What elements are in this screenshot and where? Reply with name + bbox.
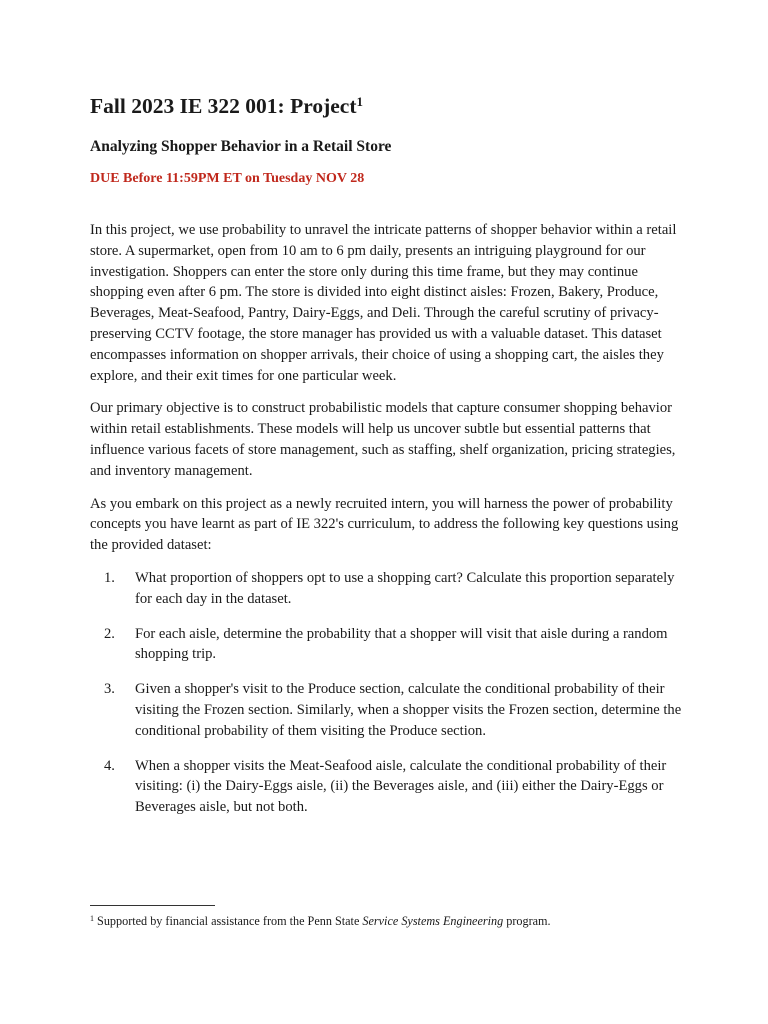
footnote-mark: 1 <box>90 914 94 923</box>
question-text: When a shopper visits the Meat-Seafood aisle, calculate the conditional probability of their visiting: (i) the Dairy-Eggs aisle, (ii) the Beverages aisle, and (iii) either the Dairy-Eggs or Beverages aisle, but not both. <box>135 757 667 816</box>
title-text: Fall 2023 IE 322 001: Project <box>90 94 357 118</box>
question-text: For each aisle, determine the probability that a shopper will visit that aisle during a random shopping trip. <box>135 625 668 663</box>
objective-paragraph: Our primary objective is to construct probabilistic models that capture consumer shopping behavior within retail establishments. These models will help us uncover subtle but essential patterns that influence various facets of store management, such as staffing, shelf organization, pricing strategies, and inventory management. <box>90 400 676 479</box>
title-footnote-mark: 1 <box>356 94 364 109</box>
question-list <box>90 568 682 818</box>
footnote <box>90 912 690 930</box>
footnote-text-end: program. <box>503 914 551 928</box>
question-item <box>90 679 682 741</box>
page-title <box>90 93 363 119</box>
footnote-divider <box>90 905 215 906</box>
question-number: 1. <box>104 569 115 586</box>
page-subtitle: Analyzing Shopper Behavior in a Retail Store <box>90 138 392 155</box>
question-text: Given a shopper's visit to the Produce section, calculate the conditional probability of their visiting the Frozen section. Similarly, when a shopper visits the Frozen section, determine the conditional probability of them visiting the Produce section. <box>135 681 682 739</box>
question-item <box>90 756 682 818</box>
question-item <box>90 568 682 610</box>
question-number: 4. <box>104 757 115 774</box>
question-text: What proportion of shoppers opt to use a shopping cart? Calculate this proportion separately for each day in the dataset. <box>135 569 675 607</box>
intro-paragraph: In this project, we use probability to unravel the intricate patterns of shopper behavior within a retail store. A supermarket, open from 10 am to 6 pm daily, presents an intriguing playground for our investigation. Shoppers can enter the store only during this time frame, but they may continue shopping even after 6 pm. The store is divided into eight distinct aisles: Frozen, Bakery, Produce, Beverages, Meat-Seafood, Pantry, Dairy-Eggs, and Deli. Through the careful scrutiny of privacy-preserving CCTV footage, the store manager has provided us with a valuable dataset. This dataset encompasses information on shopper arrivals, their choice of using a shopping cart, the aisles they explore, and their exit times for one particular week. <box>90 222 677 384</box>
question-item <box>90 624 682 666</box>
task-paragraph: As you embark on this project as a newly recruited intern, you will harness the power of probability concepts you have learnt as part of IE 322's curriculum, to address the following key questions using the provided dataset: <box>90 495 679 554</box>
question-number: 2. <box>104 625 115 642</box>
footnote-text: Supported by financial assistance from the Penn State <box>94 914 363 928</box>
question-number: 3. <box>104 681 115 698</box>
footnote-program-name: Service Systems Engineering <box>362 914 504 928</box>
due-date-notice: DUE Before 11:59PM ET on Tuesday NOV 28 <box>90 171 365 186</box>
document-body <box>90 220 682 832</box>
